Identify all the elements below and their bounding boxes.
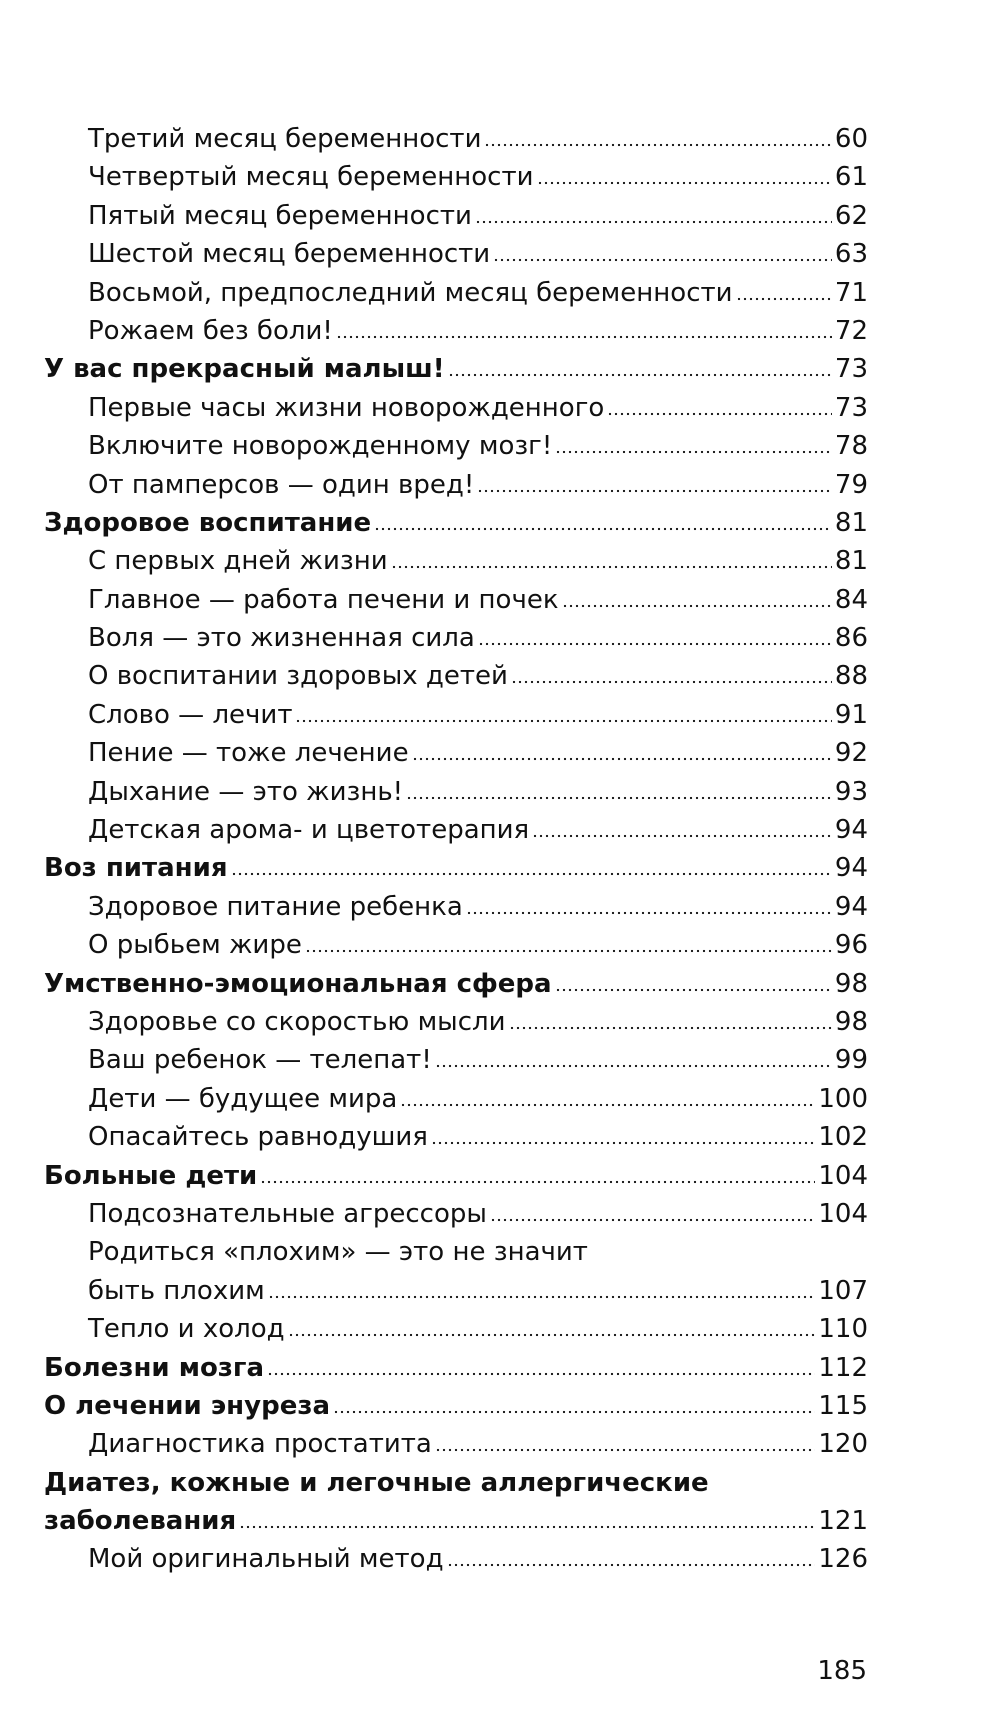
- dot-leader: [336, 335, 832, 339]
- toc-section: [44, 696, 868, 734]
- toc-section: [44, 389, 868, 427]
- dot-leader: [231, 872, 832, 876]
- toc-entry-title: Слово — лечит: [88, 699, 293, 730]
- toc-entry-page: 104: [818, 1160, 868, 1191]
- toc-chapter: [44, 1349, 868, 1387]
- dot-leader: [555, 450, 832, 454]
- toc-entry-title: Четвертый месяц беременности: [88, 162, 534, 193]
- toc-entry-page: 91: [834, 699, 868, 730]
- toc-section: [44, 1425, 868, 1463]
- dot-leader: [511, 680, 832, 684]
- dot-leader: [448, 373, 832, 377]
- toc-entry-page: 94: [834, 891, 868, 922]
- dot-leader: [509, 1026, 832, 1030]
- dot-leader: [532, 834, 832, 838]
- toc-section: [44, 466, 868, 504]
- toc-section: [44, 888, 868, 926]
- toc-entry-page: 81: [834, 546, 868, 577]
- toc-entry-page: 96: [834, 930, 868, 961]
- dot-leader: [406, 796, 832, 800]
- toc-section: [44, 1080, 868, 1118]
- toc-section: [44, 926, 868, 964]
- dot-leader: [475, 220, 832, 224]
- dot-leader: [400, 1103, 815, 1107]
- dot-leader: [555, 988, 832, 992]
- toc-entry-title: Воз питания: [44, 853, 228, 884]
- toc-entry-page: 98: [834, 968, 868, 999]
- toc-entry-title: Первые часы жизни новорожденного: [88, 392, 605, 423]
- toc-entry-title: Здоровое питание ребенка: [88, 891, 463, 922]
- toc-entry-page: 121: [818, 1506, 868, 1537]
- toc-entry-page: 107: [818, 1275, 868, 1306]
- toc-chapter: [44, 849, 868, 887]
- toc-entry-title: Пение — тоже лечение: [88, 738, 409, 769]
- toc-entry-title: Диатез, кожные и легочные аллергические: [44, 1467, 709, 1498]
- toc-section: [44, 1003, 868, 1041]
- toc-entry-page: 112: [818, 1352, 868, 1383]
- toc-entry-title: Воля — это жизненная сила: [88, 623, 475, 654]
- dot-leader: [478, 642, 832, 646]
- toc-entry-page: 62: [834, 200, 868, 231]
- dot-leader: [736, 297, 832, 301]
- toc-section: [44, 1310, 868, 1348]
- toc-entry-title: Тепло и холод: [88, 1314, 285, 1345]
- toc-entry-first-line: [44, 1233, 868, 1271]
- dot-leader: [484, 143, 831, 147]
- toc-chapter: [44, 1387, 868, 1425]
- toc-entry-title: Родиться «плохим» — это не значит: [88, 1237, 588, 1268]
- toc-entry-title: От памперсов — один вред!: [88, 469, 475, 500]
- toc-entry-title: Умственно-эмоциональная сфера: [44, 968, 552, 999]
- toc-entry-page: 100: [818, 1083, 868, 1114]
- dot-leader: [607, 412, 832, 416]
- dot-leader: [333, 1410, 815, 1414]
- toc-section: [44, 235, 868, 273]
- dot-leader: [239, 1525, 815, 1529]
- toc-entry-title: О рыбьем жире: [88, 930, 302, 961]
- toc-entry-title: Дети — будущее мира: [88, 1083, 398, 1114]
- toc-entry-title: Болезни мозга: [44, 1352, 265, 1383]
- toc-entry-page: 94: [834, 853, 868, 884]
- toc-section: [44, 1041, 868, 1079]
- toc-entry-title: Пятый месяц беременности: [88, 200, 472, 231]
- dot-leader: [295, 719, 831, 723]
- toc-chapter: [44, 1157, 868, 1195]
- dot-leader: [477, 489, 832, 493]
- toc-entry-page: 73: [834, 354, 868, 385]
- dot-leader: [374, 527, 832, 531]
- toc-section: [44, 312, 868, 350]
- toc-section: [44, 1118, 868, 1156]
- dot-leader: [493, 258, 832, 262]
- toc-section: [44, 657, 868, 695]
- dot-leader: [537, 181, 832, 185]
- toc-section: [44, 120, 868, 158]
- dot-leader: [490, 1218, 815, 1222]
- toc-entry-page: 81: [834, 507, 868, 538]
- toc-entry-title: Ваш ребенок — телепат!: [88, 1045, 432, 1076]
- toc-entry-title: Подсознательные агрессоры: [88, 1198, 487, 1229]
- toc-section: [44, 734, 868, 772]
- dot-leader: [412, 757, 832, 761]
- toc-entry-page: 126: [818, 1544, 868, 1575]
- toc-section: [44, 158, 868, 196]
- toc-section: [44, 1540, 868, 1578]
- toc-section: [44, 1272, 868, 1310]
- toc-chapter: [44, 350, 868, 388]
- toc-entry-page: 94: [834, 815, 868, 846]
- toc-entry-page: 92: [834, 738, 868, 769]
- dot-leader: [305, 949, 832, 953]
- dot-leader: [268, 1295, 816, 1299]
- toc-entry-page: 110: [818, 1314, 868, 1345]
- toc-entry-page: 73: [834, 392, 868, 423]
- dot-leader: [466, 911, 832, 915]
- dot-leader: [391, 565, 832, 569]
- toc-section: [44, 542, 868, 580]
- toc-section: [44, 1195, 868, 1233]
- dot-leader: [435, 1448, 816, 1452]
- toc-section: [44, 619, 868, 657]
- toc-entry-page: 86: [834, 623, 868, 654]
- toc-entry-page: 102: [818, 1122, 868, 1153]
- toc-entry-page: 98: [834, 1006, 868, 1037]
- toc-entry-page: 120: [818, 1429, 868, 1460]
- dot-leader: [435, 1064, 832, 1068]
- toc-entry-page: 78: [834, 431, 868, 462]
- toc-entry-title: быть плохим: [88, 1275, 265, 1306]
- toc-entry-title: О воспитании здоровых детей: [88, 661, 508, 692]
- page-number: 185: [817, 1656, 867, 1686]
- toc-entry-title: С первых дней жизни: [88, 546, 388, 577]
- dot-leader: [288, 1333, 816, 1337]
- toc-section: [44, 581, 868, 619]
- toc-entry-title: Больные дети: [44, 1160, 258, 1191]
- toc-entry-page: 99: [834, 1045, 868, 1076]
- toc-entry-title: У вас прекрасный малыш!: [44, 354, 445, 385]
- toc-section: [44, 197, 868, 235]
- toc-entry-page: 79: [834, 469, 868, 500]
- dot-leader: [431, 1141, 815, 1145]
- toc-entry-title: Главное — работа печени и почек: [88, 584, 559, 615]
- toc-section: [44, 773, 868, 811]
- dot-leader: [260, 1180, 815, 1184]
- toc-entry-page: 88: [834, 661, 868, 692]
- toc-entry-title: Шестой месяц беременности: [88, 239, 491, 270]
- toc-entry-page: 61: [834, 162, 868, 193]
- toc-entry-title: Включите новорожденному мозг!: [88, 431, 553, 462]
- toc-entry-title: заболевания: [44, 1506, 237, 1537]
- toc-entry-page: 115: [818, 1390, 868, 1421]
- toc-entry-page: 84: [834, 584, 868, 615]
- toc-chapter: [44, 1502, 868, 1540]
- toc-entry-title: Здоровье со скоростью мысли: [88, 1006, 506, 1037]
- toc-chapter: [44, 965, 868, 1003]
- toc-entry-title: Восьмой, предпоследний месяц беременности: [88, 277, 733, 308]
- toc-chapter: [44, 504, 868, 542]
- toc-entry-page: 104: [818, 1198, 868, 1229]
- toc-entry-title: Детская арома- и цветотерапия: [88, 815, 530, 846]
- toc-section: [44, 811, 868, 849]
- toc-section: [44, 427, 868, 465]
- toc-entry-page: 60: [834, 124, 868, 154]
- toc-entry-page: 71: [834, 277, 868, 308]
- toc-entry-title: Мой оригинальный метод: [88, 1544, 444, 1575]
- dot-leader: [562, 604, 832, 608]
- toc-entry-title: О лечении энуреза: [44, 1390, 330, 1421]
- toc-section: [44, 274, 868, 312]
- toc-entry-page: 93: [834, 776, 868, 807]
- toc-entry-page: 72: [834, 315, 868, 346]
- toc-entry-title: Рожаем без боли!: [88, 315, 333, 346]
- dot-leader: [447, 1563, 816, 1567]
- toc-entry-page: 63: [834, 239, 868, 270]
- table-of-contents: [44, 120, 868, 1579]
- toc-entry-title: Опасайтесь равнодушия: [88, 1122, 428, 1153]
- toc-entry-first-line: [44, 1464, 868, 1502]
- toc-entry-title: Диагностика простатита: [88, 1429, 432, 1460]
- toc-entry-title: Здоровое воспитание: [44, 507, 372, 538]
- toc-entry-title: Дыхание — это жизнь!: [88, 776, 404, 807]
- dot-leader: [267, 1372, 815, 1376]
- toc-entry-title: Третий месяц беременности: [88, 124, 482, 154]
